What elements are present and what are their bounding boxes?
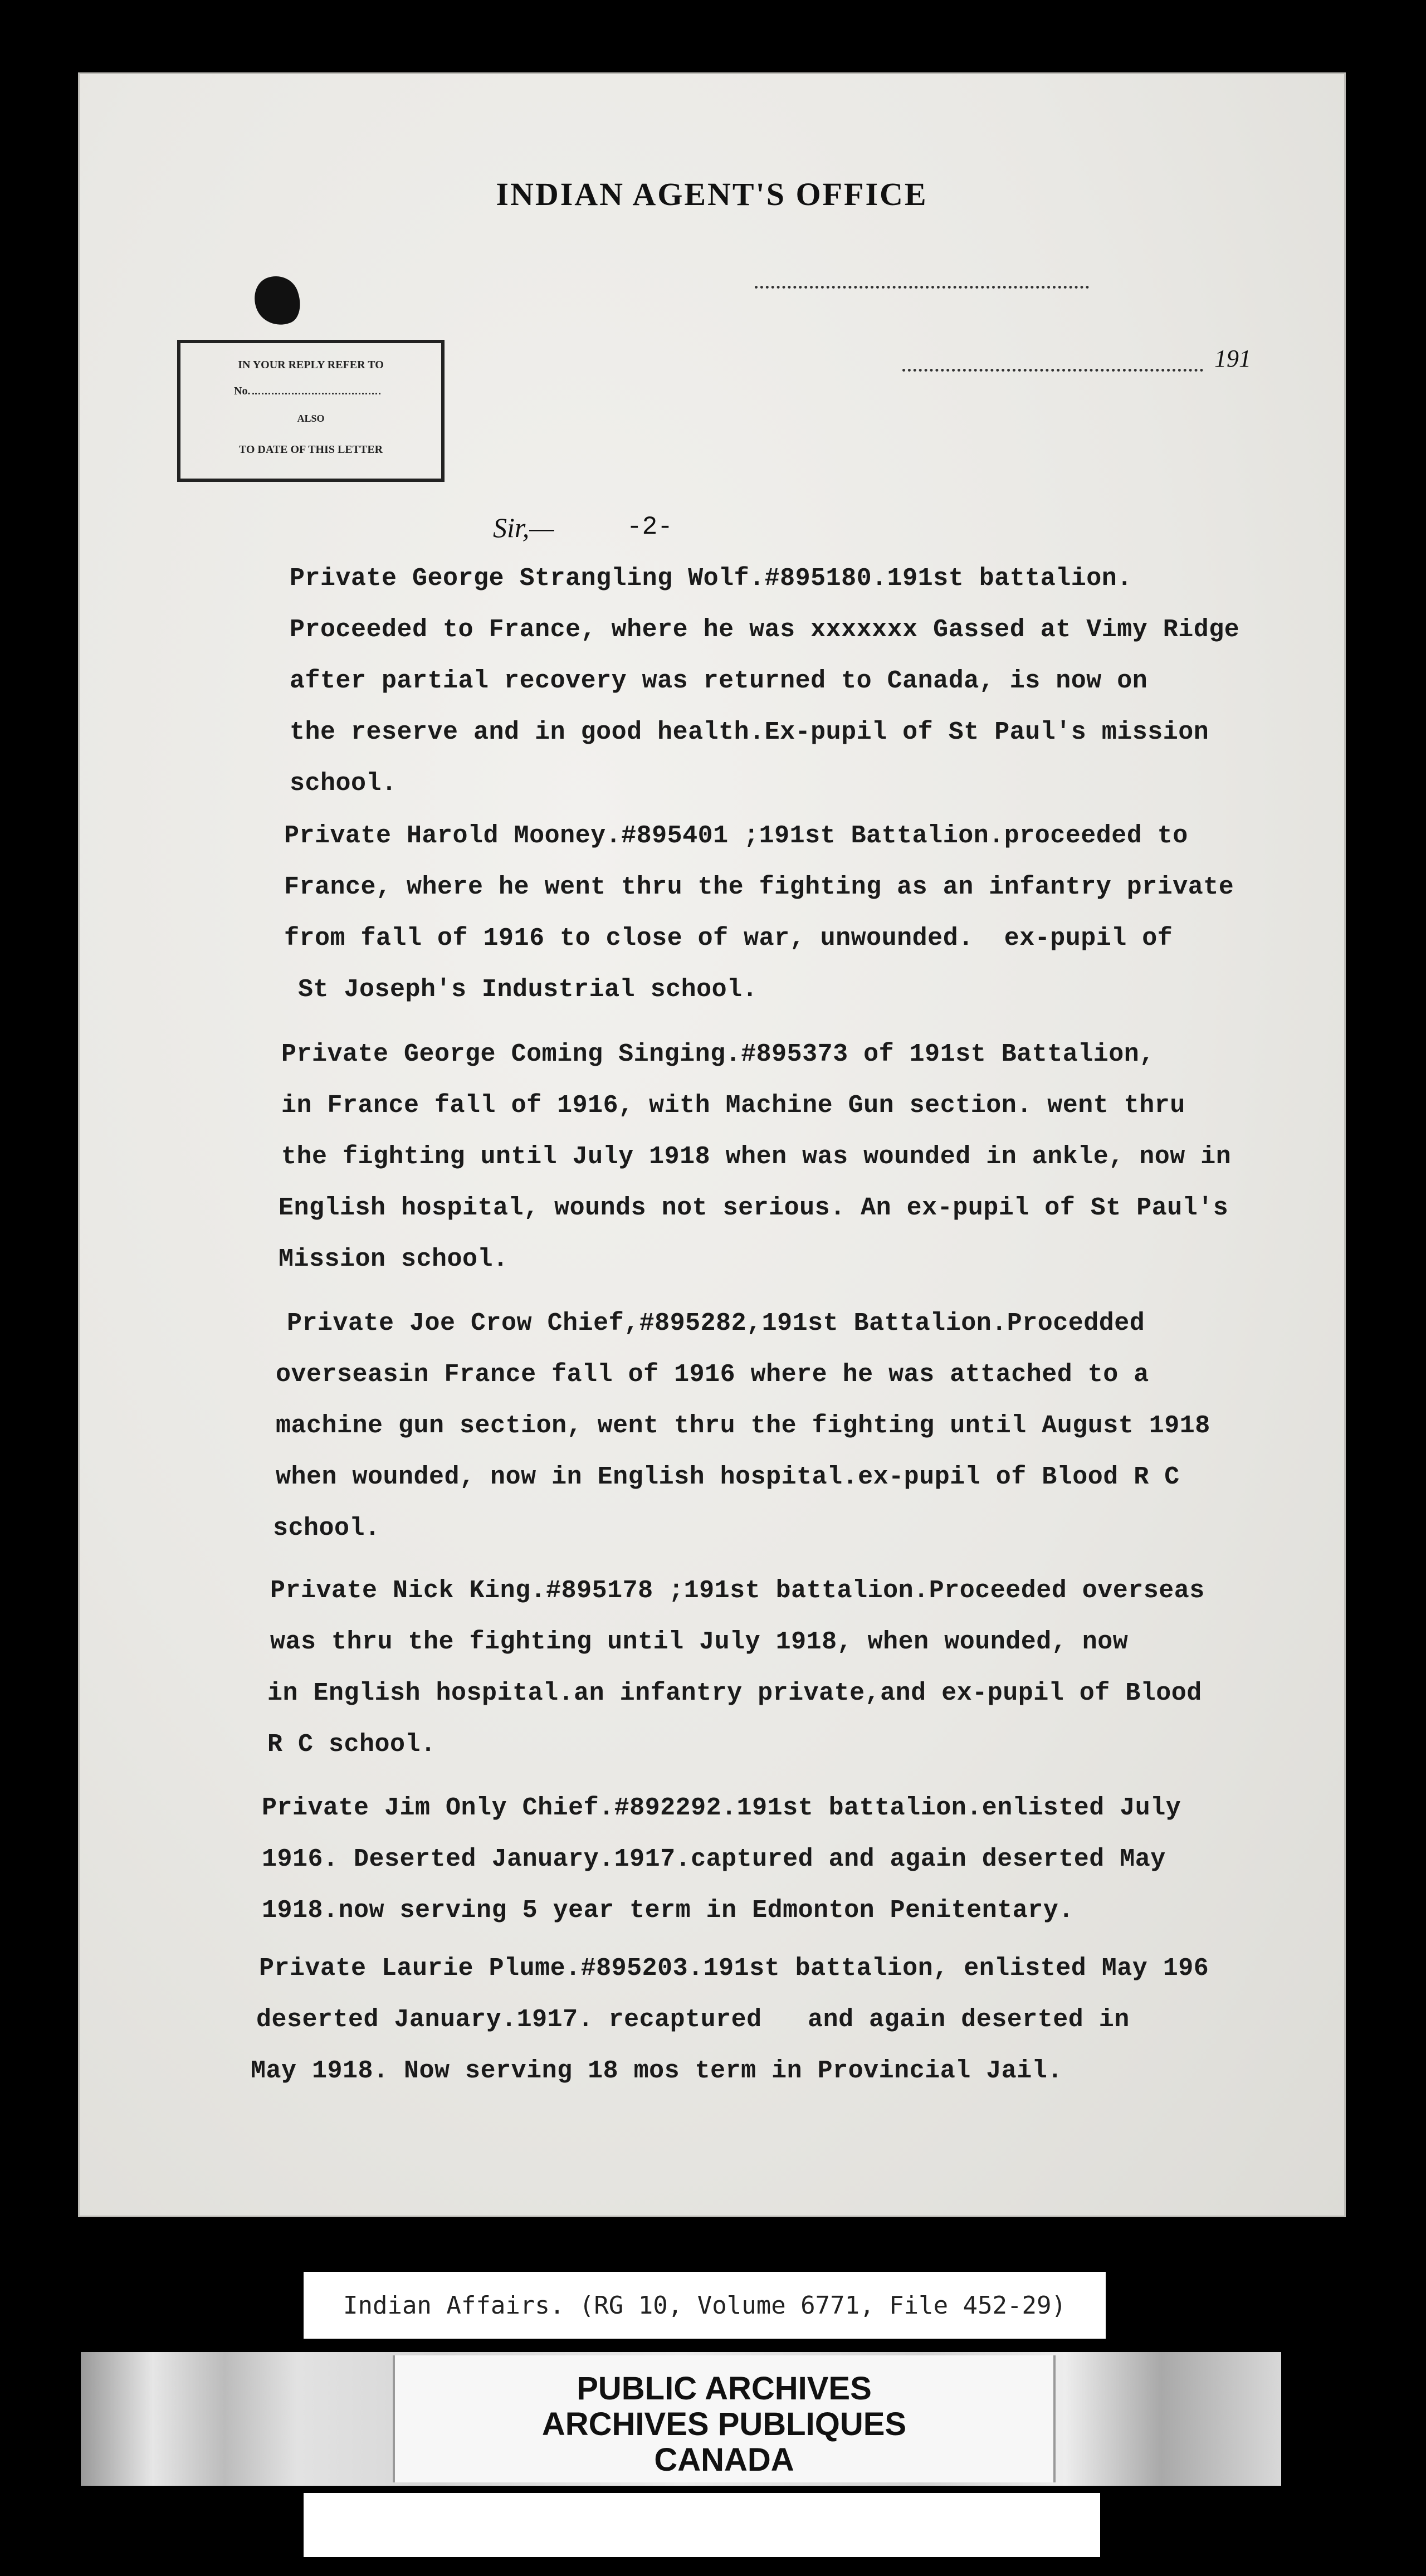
body-line: R C school. (267, 1730, 436, 1759)
archive-label-line1: PUBLIC ARCHIVES (577, 2370, 872, 2407)
body-line: was thru the fighting until July 1918, when wounded, now (270, 1628, 1129, 1656)
reference-box-number-label: No. (234, 385, 251, 397)
reference-box-line3: ALSO (297, 413, 325, 424)
body-line: the fighting until July 1918 when was wounded in ankle, now in (281, 1143, 1232, 1171)
archive-caption: Indian Affairs. (RG 10, Volume 6771, File 452-29) (304, 2272, 1106, 2339)
body-line: Private Joe Crow Chief,#895282,191st Battalion.Procedded (287, 1309, 1145, 1338)
reference-box-line4: TO DATE OF THIS LETTER (238, 443, 383, 456)
body-line: 1918.now serving 5 year term in Edmonton Penitentary. (262, 1896, 1074, 1925)
body-line: Private George Strangling Wolf.#895180.191st battalion. (290, 564, 1132, 593)
body-line: Private Laurie Plume.#895203.191st battalion, enlisted May 196 (259, 1954, 1209, 1983)
archive-bottom-strip (304, 2493, 1100, 2557)
body-line: when wounded, now in English hospital.ex-pupil of Blood R C (276, 1463, 1180, 1491)
body-line: Proceeded to France, where he was xxxxxxx Gassed at Vimy Ridge (290, 616, 1240, 644)
body-line: Private Harold Mooney.#895401 ;191st Battalion.proceeded to (284, 822, 1188, 850)
body-line: in English hospital.an infantry private,and ex-pupil of Blood (267, 1679, 1202, 1707)
salutation: Sir,— (493, 512, 554, 543)
body-line: France, where he went thru the fighting as an infantry private (284, 873, 1234, 901)
body-line: St Joseph's Industrial school. (298, 975, 758, 1004)
body-line: May 1918. Now serving 18 mos term in Provincial Jail. (251, 2057, 1063, 2085)
body-line: Private Jim Only Chief.#892292.191st battalion.enlisted July (262, 1794, 1181, 1822)
body-line: Private Nick King.#895178 ;191st battalion.Proceeded overseas (270, 1577, 1205, 1605)
archive-label (393, 2355, 1056, 2482)
archive-label-line2: ARCHIVES PUBLIQUES (541, 2406, 907, 2442)
body-line: school. (273, 1514, 380, 1543)
body-line: Private George Coming Singing.#895373 of 191st Battalion, (281, 1040, 1155, 1069)
body-line: after partial recovery was returned to Canada, is now on (290, 667, 1148, 695)
letter-body (78, 72, 1346, 2217)
body-line: school. (290, 769, 397, 798)
letter-page (78, 72, 1346, 2217)
archive-label-line3: CANADA (654, 2442, 794, 2478)
body-line: Mission school. (279, 1245, 509, 1274)
body-line: from fall of 1916 to close of war, unwounded. ex-pupil of (284, 924, 1173, 953)
page-number: -2- (627, 513, 673, 541)
body-line: English hospital, wounds not serious. An ex-pupil of St Paul's (279, 1194, 1229, 1222)
date-year: 191 (1214, 345, 1251, 372)
body-line: deserted January.1917. recaptured and again deserted in (256, 2006, 1130, 2034)
body-line: overseasin France fall of 1916 where he was attached to a (276, 1360, 1149, 1389)
body-line: in France fall of 1916, with Machine Gun section. went thru (281, 1091, 1185, 1120)
reference-box-line1: IN YOUR REPLY REFER TO (238, 359, 384, 371)
body-line: the reserve and in good health.Ex-pupil of St Paul's mission (290, 718, 1209, 747)
body-line: 1916. Deserted January.1917.captured and again deserted May (262, 1845, 1166, 1874)
body-line: machine gun section, went thru the fighting until August 1918 (276, 1412, 1210, 1440)
letterhead-title: INDIAN AGENT'S OFFICE (496, 176, 928, 212)
